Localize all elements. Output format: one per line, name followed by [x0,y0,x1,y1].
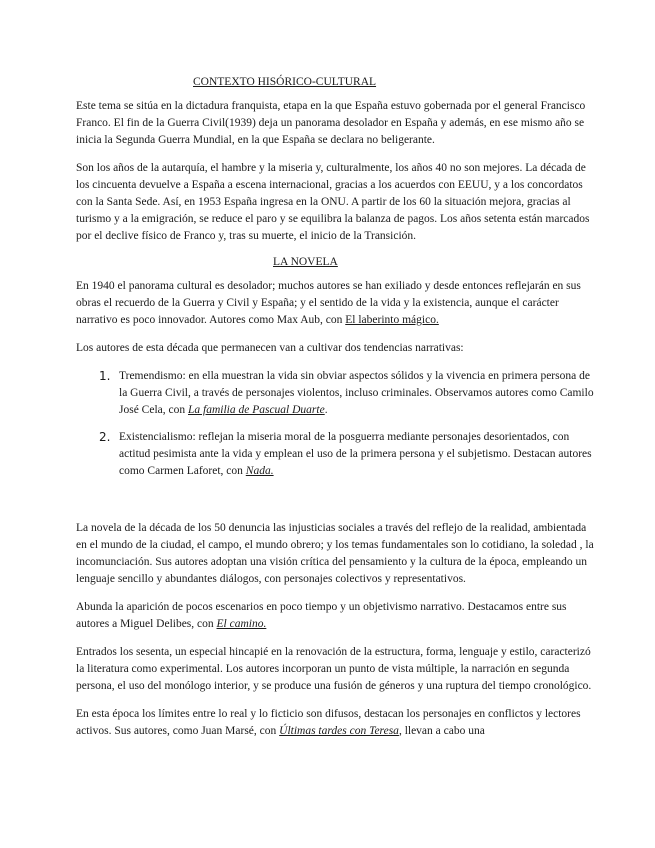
work-title-nada: Nada. [245,465,274,477]
paragraph-intro: Este tema se sitúa en la dictadura franquista, etapa en la que España estuvo gobernada por el general Francisco Franco. El fin de la Guerra Civil(1939) deja un panorama desolador en España y además, en ese mismo año se inicia la Segunda Guerra Mundial, en la que España se declara no beligerante. [76,100,586,146]
list-item-text: Existencialismo: reflejan la miseria moral de la posguerra mediante personajes desorientados, con actitud pesimista ante la vida y emplean el uso de la primera persona y el subjetismo. Destacan autores como Carmen Laforet, con [119,431,592,477]
work-title-ultimas-tardes: Últimas tardes con Teresa [279,725,399,737]
list-item-existencialismo [99,429,599,480]
list-item-tremendismo [99,368,599,419]
list-item-end: . [324,404,328,416]
section-heading-context: CONTEXTO HISÓRICO-CULTURAL [193,76,377,88]
section-heading-novel: LA NOVELA [273,256,338,268]
paragraph-autarquia: Son los años de la autarquía, el hambre y la miseria y, culturalmente, los años 40 no son mejores. La década de los cincuenta devuelve a España a escena internacional, gracias a los acuerdos con EEUU, y a los concordatos con la Santa Sede. Así, en 1953 España ingresa en la ONU. A partir de los 60 la situación mejora, gracias al turismo y a la emigración, se reduce el paro y se equilibra la balanza de pagos. Los años setenta están marcados por el declive físico de Franco y, tras su muerte, el inicio de la Transición. [76,162,590,242]
tendencies-list [76,368,599,480]
paragraph-objetivismo [76,599,599,633]
work-title-pascual-duarte: La familia de Pascual Duarte [187,404,325,416]
list-item-text: Tremendismo: en ella muestran la vida sin obviar aspectos sólidos y la vivencia en primera persona de la Guerra Civil, a través de personajes violentos, incluso criminales. Observamos autores como Camilo José Cela, con [119,370,594,416]
paragraph-limites [76,706,599,740]
list-number: 2. [99,430,111,444]
paragraph-tendencias: Los autores de esta década que permanecen van a cultivar dos tendencias narrativas: [76,342,464,354]
paragraph-limites-end: , llevan a cabo una [398,725,485,737]
list-number: 1. [99,369,111,383]
paragraph-decada-50: La novela de la década de los 50 denuncia las injusticias sociales a través del reflejo de la realidad, ambientada en el mundo de la ciudad, el campo, el mundo obrero; y los temas fundamentales son lo cotidiano, la soledad , la incomunciación. Sus autores adoptan una visión crítica del pensamiento y la cultura de la época, empleando un lenguaje sencillo y abundantes diálogos, con personajes colectivos y representativos. [76,522,594,585]
paragraph-1940 [76,278,599,329]
paragraph-objetivismo-text: Abunda la aparición de pocos escenarios en poco tiempo y un objetivismo narrativo. Destacamos entre sus autores a Miguel Delibes, con [76,601,567,630]
work-title-el-camino: El camino. [216,618,267,630]
paragraph-limites-text: En esta época los límites entre lo real y lo ficticio son difusos, destacan los personajes en conflictos y lectores activos. Sus autores, como Juan Marsé, con [76,708,581,737]
spacer [76,490,599,520]
work-title-laberinto: El laberinto mágico. [345,314,439,326]
paragraph-1940-text: En 1940 el panorama cultural es desolador; muchos autores se han exiliado y desde entonces reflejarán en sus obras el recuerdo de la Guerra y Civil y España; y el sentido de la vida y la existencia, aunque el carácter narrativo es poco innovador. Autores como Max Aub, con [76,280,581,326]
paragraph-sesenta: Entrados los sesenta, un especial hincapié en la renovación de la estructura, forma, lenguaje y estilo, caracterizó la literatura como experimental. Los autores incorporan un punto de vista múltiple, la narración en segunda persona, el uso del monólogo interior, y se produce una fusión de géneros y una ruptura del tiempo cronológico. [76,646,592,692]
